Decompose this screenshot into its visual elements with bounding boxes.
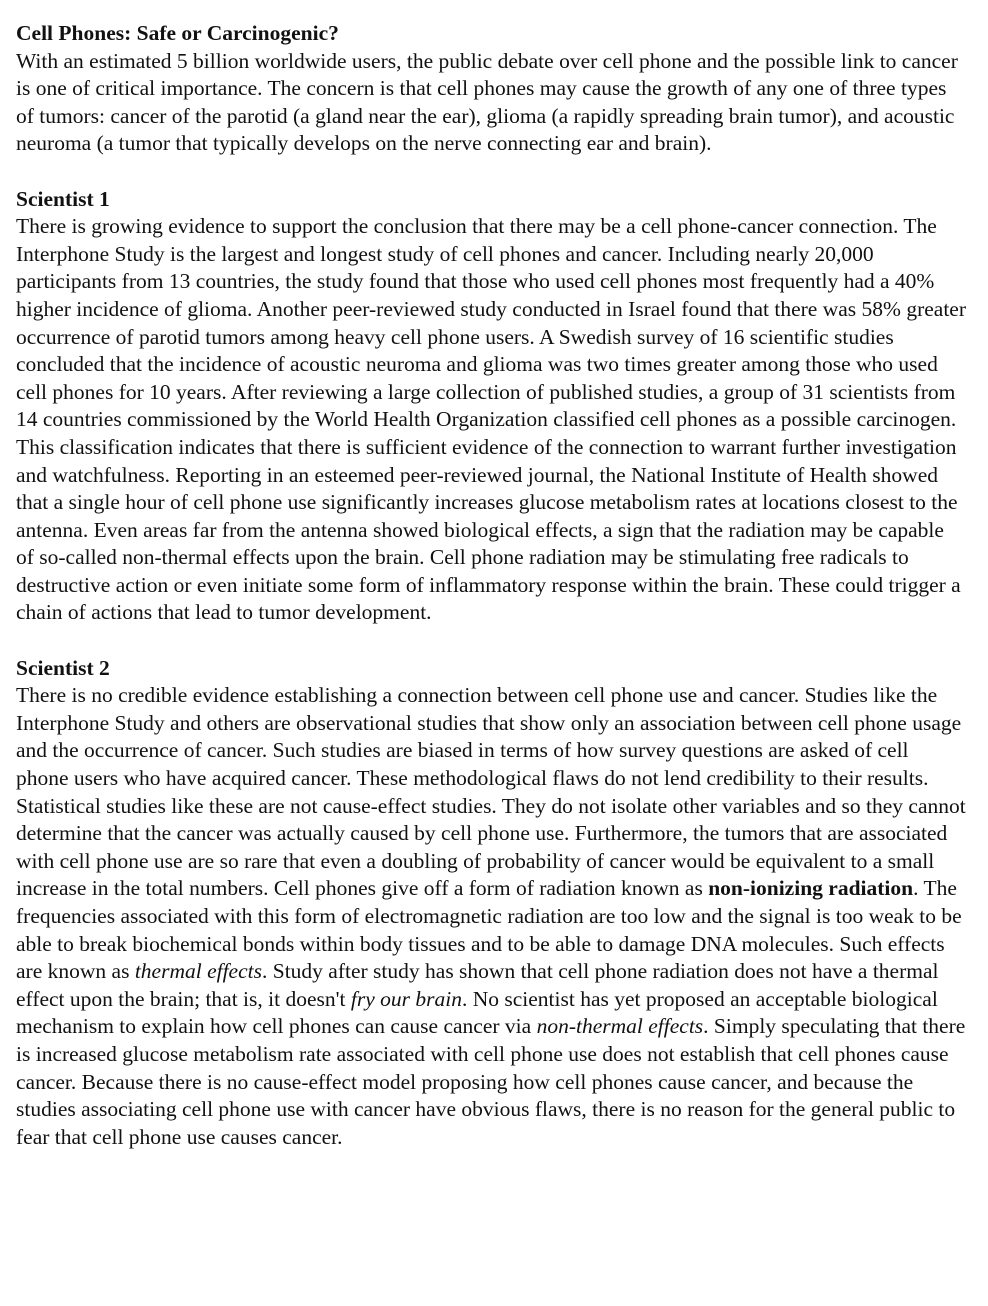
intro-section: [16, 20, 966, 158]
scientist-2-text-part-3: . Study after study has shown that cell phone radiation does not have a thermal effect upon the brain; that is, it doesn't: [16, 959, 939, 1011]
scientist-2-heading: Scientist 2: [16, 655, 110, 680]
scientist-2-text-part-4: . No scientist has yet proposed an acceptable biological mechanism to explain how cell phones can cause cancer via: [16, 986, 938, 1039]
scientist-1-section: [16, 186, 966, 628]
term-fry-our-brain: fry our brain: [350, 986, 462, 1011]
scientist-1-heading: Scientist 1: [16, 186, 110, 211]
scientist-1-paragraph: There is growing evidence to support the conclusion that there may be a cell phone-cancer connection. The Interphone Study is the largest and longest study of cell phones and cancer. Including nearly 20,000 participants from 13 countries, the study found that those who used cell phones most frequently had a 40% higher incidence of glioma. Another peer-reviewed study conducted in Israel found that there was 58% greater occurrence of parotid tumors among heavy cell phone users. A Swedish survey of 16 scientific studies concluded that the incidence of acoustic neuroma and glioma was two times greater among those who used cell phones for 10 years. After reviewing a large collection of published studies, a group of 31 scientists from 14 countries commissioned by the World Health Organization classified cell phones as a possible carcinogen. This classification indicates that there is sufficient evidence of the connection to warrant further investigation and watchfulness. Reporting in an esteemed peer-reviewed journal, the National Institute of Health showed that a single hour of cell phone use significantly increases glucose metabolism rates at locations closest to the antenna. Even areas far from the antenna showed biological effects, a sign that the radiation may be capable of so-called non-thermal effects upon the brain. Cell phone radiation may be stimulating free radicals to destructive action or even initiate some form of inflammatory response within the brain. These could trigger a chain of actions that lead to tumor development.: [16, 214, 966, 625]
term-non-thermal-effects: non-thermal effects: [536, 1014, 704, 1039]
scientist-2-text-part-5: . Simply speculating that there is increased glucose metabolism rate associated with cell phone use does not establish that cell phones cause cancer. Because there is no cause-effect model proposing how cell phones cause cancer, and because the studies associating cell phone use with cancer have obvious flaws, there is no reason for the general public to fear that cell phone use causes cancer.: [16, 1014, 966, 1149]
scientist-2-paragraph: [16, 682, 966, 1151]
scientist-2-text-part-1: There is no credible evidence establishing a connection between cell phone use and cancer. Studies like the Interphone Study and others are observational studies that show only an association between cell phone usage and the occurrence of cancer. Such studies are biased in terms of how survey questions are asked of cell phone users who have acquired cancer. These methodological flaws do not lend credibility to their results. Statistical studies like these are not cause-effect studies. They do not isolate other variables and so they cannot determine that the cancer was actually caused by cell phone use. Furthermore, the tumors that are associated with cell phone use are so rare that even a doubling of probability of cancer would be equivalent to a small increase in the total numbers. Cell phones give off a form of radiation known as: [16, 683, 966, 901]
document-page: [16, 20, 966, 1151]
intro-paragraph: With an estimated 5 billion worldwide users, the public debate over cell phone and the possible link to cancer is one of critical importance. The concern is that cell phones may cause the growth of any one of three types of tumors: cancer of the parotid (a gland near the ear), glioma (a rapidly spreading brain tumor), and acoustic neuroma (a tumor that typically develops on the nerve connecting ear and brain).: [16, 48, 958, 156]
term-thermal-effects: thermal effects: [134, 959, 262, 984]
scientist-2-text-part-2: . The frequencies associated with this form of electromagnetic radiation are too low and the signal is too weak to be able to break biochemical bonds within body tissues and to be able to damage DNA molecules. Such effects are known as: [16, 876, 962, 984]
scientist-2-section: [16, 655, 966, 1152]
term-non-ionizing-radiation: non-ionizing radiation: [708, 876, 914, 901]
document-title: Cell Phones: Safe or Carcinogenic?: [16, 21, 339, 45]
